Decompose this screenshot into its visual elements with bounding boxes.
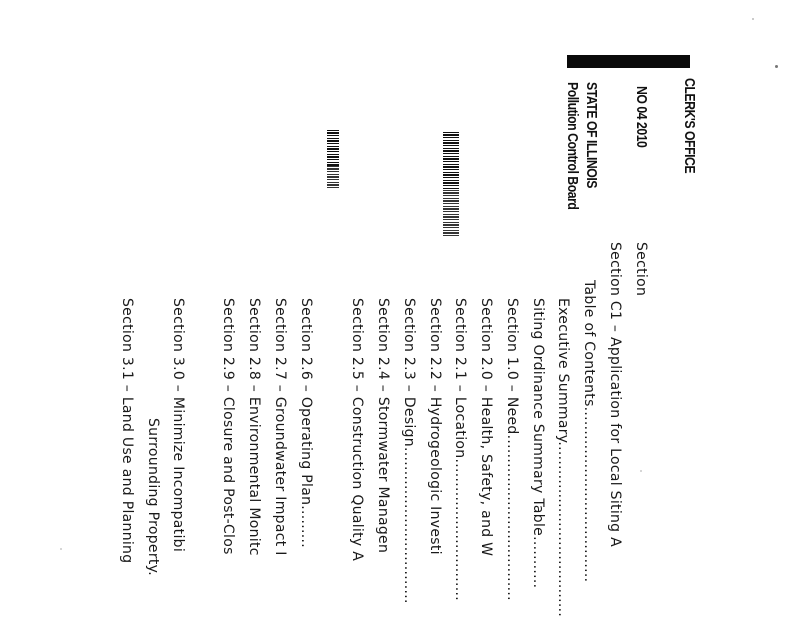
toc-entry: Section 2.6 – Operating Plan......... xyxy=(298,298,314,549)
scan-speck xyxy=(640,470,642,472)
toc-entry: Section 2.5 – Construction Quality A xyxy=(349,298,365,562)
toc-entry: Section 1.0 – Need................................... xyxy=(504,298,520,601)
toc-entry: Section 2.0 – Health, Safety, and W xyxy=(478,298,494,557)
scan-speck xyxy=(60,548,62,550)
stamp-office: CLERK'S OFFICE xyxy=(681,78,698,174)
toc-entry: Section 3.0 – Minimize Incompatibi xyxy=(170,298,186,553)
toc-entry: Section 3.1 – Land Use and Planning xyxy=(119,298,135,564)
stamp-received-date: NO 04 2010 xyxy=(633,86,650,148)
toc-entry: Section 2.2 – Hydrogeologic Investi xyxy=(427,298,443,555)
toc-entry: Section 2.4 – Stormwater Managen xyxy=(375,298,391,554)
toc-entry: Section 2.3 – Design................................. xyxy=(401,298,417,604)
toc-entry: Section 2.1 – Location.............................. xyxy=(452,298,468,601)
toc-entry: Table of Contents..................................... xyxy=(581,280,597,583)
label-barcode-small xyxy=(327,130,339,166)
label-barcode-lower xyxy=(443,190,459,238)
label-barcode-small-2 xyxy=(327,166,339,188)
scan-speck xyxy=(752,18,754,20)
label-barcode-upper xyxy=(443,132,459,190)
stamp-board: Pollution Control Board xyxy=(564,82,581,210)
toc-entry: Surrounding Property. xyxy=(145,418,161,577)
toc-entry: Section 2.9 – Closure and Post-Clos xyxy=(220,298,236,555)
toc-entry: Section 2.7 – Groundwater Impact I xyxy=(272,298,288,556)
scan-speck xyxy=(775,65,778,68)
toc-entry: Siting Ordinance Summary Table........... xyxy=(530,298,546,589)
stamp-redaction-bar xyxy=(567,55,690,68)
stamp-state: STATE OF ILLINOIS xyxy=(583,82,600,188)
toc-entry: Section C1 – Application for Local Siting A xyxy=(607,242,623,547)
toc-entry: Executive Summary..................................... xyxy=(555,298,571,618)
toc-entry: Section 2.8 – Environmental Monitc xyxy=(246,298,262,556)
toc-heading: Section xyxy=(633,242,649,297)
